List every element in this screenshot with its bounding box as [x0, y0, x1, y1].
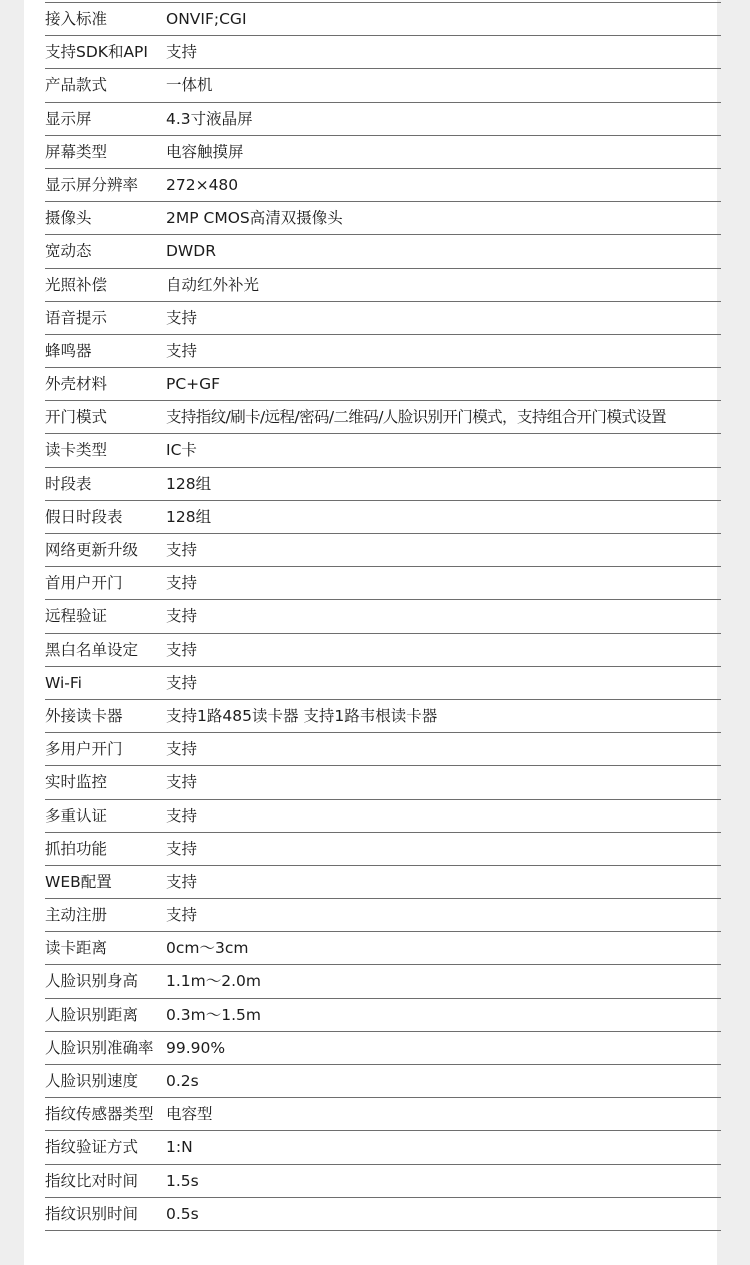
table-row: [45, 434, 721, 467]
spec-value: 支持: [166, 806, 198, 825]
table-row: [45, 800, 721, 833]
table-row: [45, 866, 721, 899]
table-row: [45, 999, 721, 1032]
table-row: [45, 36, 721, 69]
table-row: [45, 202, 721, 235]
spec-label: 人脸识别身高: [45, 972, 139, 991]
spec-value: 1:N: [166, 1138, 193, 1157]
table-row: [45, 302, 721, 335]
table-row: [45, 932, 721, 965]
spec-label: WEB配置: [45, 872, 112, 891]
spec-label: 指纹识别时间: [45, 1204, 139, 1223]
spec-label: 摄像头: [45, 209, 92, 228]
table-row: [45, 634, 721, 667]
spec-label: 假日时段表: [45, 507, 123, 526]
spec-label: 人脸识别距离: [45, 1005, 139, 1024]
spec-value: PC+GF: [166, 375, 221, 394]
table-row: [45, 269, 721, 302]
spec-value: 支持: [166, 640, 198, 659]
spec-label: 显示屏: [45, 109, 92, 128]
spec-label: 黑白名单设定: [45, 640, 139, 659]
table-row: [45, 468, 721, 501]
table-row: [45, 1165, 721, 1198]
spec-value: 支持: [166, 341, 198, 360]
table-row: [45, 733, 721, 766]
table-row: [45, 1131, 721, 1164]
table-row: [45, 368, 721, 401]
spec-value: 一体机: [166, 76, 213, 95]
table-row: [45, 401, 721, 434]
spec-label: 光照补偿: [45, 275, 108, 294]
spec-label: 语音提示: [45, 308, 108, 327]
spec-value: 支持: [166, 839, 198, 858]
spec-value: ONVIF;CGI: [166, 10, 247, 28]
table-row: [45, 567, 721, 600]
spec-label: 多重认证: [45, 806, 108, 825]
spec-value: 电容触摸屏: [166, 142, 244, 161]
spec-value: 2MP CMOS高清双摄像头: [166, 209, 343, 228]
table-row: [45, 600, 721, 633]
spec-label: 多用户开门: [45, 740, 123, 759]
spec-label: 产品款式: [45, 76, 108, 95]
spec-label: 蜂鸣器: [45, 341, 92, 360]
spec-label: 实时监控: [45, 773, 108, 792]
spec-label: 指纹比对时间: [45, 1171, 139, 1190]
table-row: [45, 899, 721, 932]
table-row: [45, 235, 721, 268]
table-row: [45, 667, 721, 700]
spec-label: 外接读卡器: [45, 706, 123, 725]
spec-value: 272×480: [166, 175, 239, 194]
table-row: [45, 501, 721, 534]
spec-table: [45, 2, 721, 1231]
spec-value: 0.3m～1.5m: [166, 1005, 261, 1024]
spec-label: 网络更新升级: [45, 541, 139, 559]
spec-value: 支持: [166, 607, 198, 626]
spec-value: 支持: [166, 541, 198, 559]
spec-value: 支持: [166, 673, 198, 692]
spec-label: 首用户开门: [45, 574, 123, 593]
spec-label: 人脸识别速度: [45, 1072, 139, 1090]
table-row: [45, 1198, 721, 1231]
table-row: [45, 534, 721, 567]
table-row: [45, 833, 721, 866]
table-row: [45, 965, 721, 998]
spec-value: 支持: [166, 872, 198, 891]
spec-value: 0.2s: [166, 1072, 199, 1090]
spec-label: 主动注册: [45, 906, 108, 925]
spec-label: 抓拍功能: [45, 839, 108, 858]
spec-value: 支持: [166, 906, 198, 925]
spec-value: 支持1路485读卡器 支持1路韦根读卡器: [166, 706, 438, 725]
spec-label: 屏幕类型: [45, 142, 108, 161]
table-row: [45, 103, 721, 136]
spec-label: 指纹验证方式: [45, 1138, 139, 1157]
spec-label: 读卡类型: [45, 441, 108, 460]
table-row: [45, 700, 721, 733]
spec-label: 支持SDK和API: [45, 43, 148, 62]
spec-page: [24, 0, 717, 1265]
table-row: [45, 1098, 721, 1131]
spec-label: 时段表: [45, 474, 92, 493]
spec-value: 0.5s: [166, 1204, 199, 1223]
spec-label: 人脸识别准确率: [45, 1038, 154, 1057]
spec-label: 读卡距离: [45, 939, 108, 958]
table-row: [45, 3, 721, 36]
spec-value: 0cm～3cm: [166, 939, 249, 958]
spec-value: 1.1m～2.0m: [166, 972, 261, 991]
spec-label: 外壳材料: [45, 375, 108, 394]
table-row: [45, 69, 721, 102]
spec-label: 指纹传感器类型: [45, 1105, 154, 1124]
spec-value: 99.90%: [166, 1038, 226, 1057]
table-row: [45, 1065, 721, 1098]
spec-value: 支持: [166, 740, 198, 759]
spec-label: 远程验证: [45, 607, 108, 626]
table-row: [45, 169, 721, 202]
table-row: [45, 136, 721, 169]
spec-label: 显示屏分辨率: [45, 175, 139, 194]
table-row: [45, 766, 721, 799]
spec-value: 支持指纹/刷卡/远程/密码/二维码/人脸识别开门模式，支持组合开门模式设置: [166, 408, 666, 427]
spec-value: 电容型: [166, 1105, 213, 1124]
spec-value: 4.3寸液晶屏: [166, 109, 253, 128]
spec-label: Wi-Fi: [45, 673, 82, 692]
spec-label: 宽动态: [45, 242, 92, 261]
spec-value: 128组: [166, 474, 212, 493]
spec-value: DWDR: [166, 242, 216, 261]
spec-value: 自动红外补光: [166, 275, 260, 294]
spec-value: 128组: [166, 507, 212, 526]
spec-value: 1.5s: [166, 1171, 199, 1190]
spec-label: 接入标准: [45, 10, 108, 28]
spec-value: 支持: [166, 308, 198, 327]
spec-label: 开门模式: [45, 408, 108, 427]
table-row: [45, 1032, 721, 1065]
table-row: [45, 335, 721, 368]
spec-value: 支持: [166, 773, 198, 792]
spec-value: IC卡: [166, 441, 197, 460]
spec-value: 支持: [166, 43, 198, 62]
spec-value: 支持: [166, 574, 198, 593]
